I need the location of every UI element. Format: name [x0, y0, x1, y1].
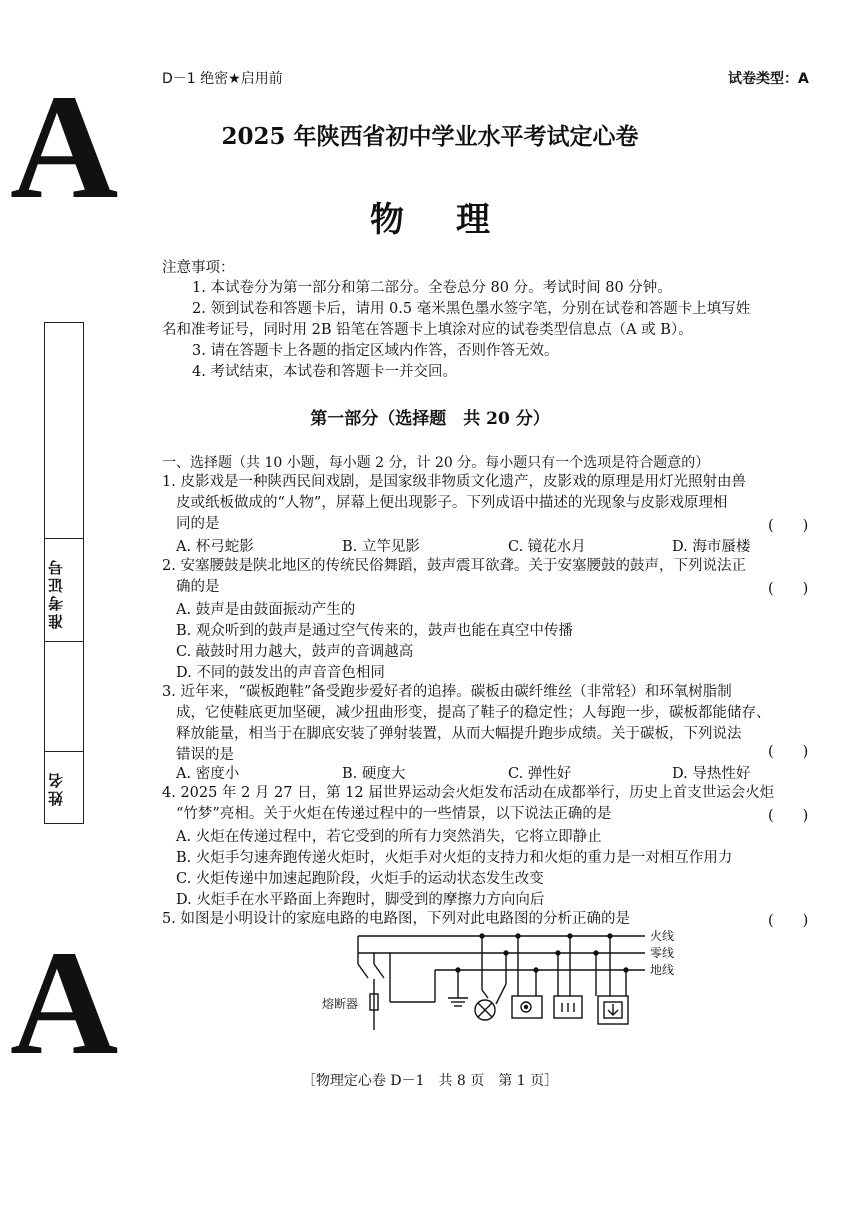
question-2-line: 确的是	[176, 579, 220, 595]
option: B. 火炬手匀速奔跑传递火炬时，火炬手对火炬的支持力和火炬的重力是一对相互作用力	[176, 850, 733, 866]
option: A. 鼓声是由鼓面振动产生的	[176, 602, 356, 618]
note-item: 1. 本试卷分为第一部分和第二部分。全卷总分 80 分。考试时间 80 分钟。	[192, 280, 672, 296]
option: B. 硬度大	[342, 766, 406, 782]
exam-title: 2025 年陕西省初中学业水平考试定心卷	[221, 123, 639, 150]
answer-bracket: ( )	[768, 808, 809, 824]
option: D. 不同的鼓发出的声音音色相同	[176, 665, 385, 681]
question-1-line: 皮或纸板做成的“人物”，屏幕上便出现影子。下列成语中描述的光现象与皮影戏原理相	[176, 495, 728, 511]
option: C. 镜花水月	[508, 539, 586, 555]
option: B. 观众听到的鼓声是通过空气传来的，鼓声也能在真空中传播	[176, 623, 573, 639]
answer-bracket: ( )	[768, 913, 809, 929]
option: C. 弹性好	[508, 766, 572, 782]
subject-title: 物理	[370, 200, 542, 240]
box-divider	[45, 751, 83, 752]
option: C. 敲鼓时用力越大，鼓声的音调越高	[176, 644, 414, 660]
option: D. 火炬手在水平路面上奔跑时，脚受到的摩擦力方向向后	[176, 892, 545, 908]
question-4-line: 4. 2025 年 2 月 27 日，第 12 届世界运动会火炬发布活动在成都举行，历史上首支世运会火炬	[162, 785, 775, 801]
page-footer: ［物理定心卷 D－1 共 8 页 第 1 页］	[301, 1073, 559, 1089]
question-3-line: 释放能量，相当于在脚底安装了弹射装置，从而大幅提升跑步成绩。关于碳板，下列说法	[176, 726, 742, 742]
note-item: 2. 领到试卷和答题卡后，请用 0.5 毫米黑色墨水签字笔，分别在试卷和答题卡上填写姓	[192, 301, 751, 317]
household-circuit-diagram	[300, 924, 720, 1046]
fuse-label: 熔断器	[322, 997, 359, 1011]
candidate-info-box	[44, 322, 84, 824]
ground-wire-label: 地线	[650, 963, 675, 977]
note-item: 3. 请在答题卡上各题的指定区域内作答，否则作答无效。	[192, 343, 559, 359]
option: A. 密度小	[176, 766, 240, 782]
question-5-line: 5. 如图是小明设计的家庭电路的电路图，下列对此电路图的分析正确的是	[162, 911, 630, 927]
option: A. 杯弓蛇影	[176, 539, 254, 555]
neutral-wire-label: 零线	[650, 946, 675, 960]
question-2-line: 2. 安塞腰鼓是陕北地区的传统民俗舞蹈，鼓声震耳欲聋。关于安塞腰鼓的鼓声，下列说法正	[162, 558, 746, 574]
answer-bracket: ( )	[768, 744, 809, 760]
paper-type-label: 试卷类型：A	[728, 71, 809, 87]
live-wire-label: 火线	[650, 929, 675, 943]
section-intro: 一、选择题（共 10 小题，每小题 2 分，计 20 分。每小题只有一个选项是符合题意的）	[162, 455, 710, 471]
question-1-line: 同的是	[176, 516, 220, 532]
paper-type-letter-bottom: A	[10, 920, 119, 1086]
option: C. 火炬传递中加速起跑阶段，火炬手的运动状态发生改变	[176, 871, 544, 887]
option: B. 立竿见影	[342, 539, 420, 555]
question-4-line: “竹梦”亮相。关于火炬在传递过程中的一些情景，以下说法正确的是	[176, 806, 612, 822]
confidential-label: D－1 绝密★启用前	[162, 71, 283, 87]
question-1-line: 1. 皮影戏是一种陕西民间戏剧，是国家级非物质文化遗产，皮影戏的原理是用灯光照射由兽	[162, 474, 746, 490]
note-item: 名和准考证号，同时用 2B 铅笔在答题卡上填涂对应的试卷类型信息点（A 或 B）。	[162, 322, 693, 338]
name-label: 姓名	[47, 770, 65, 806]
main-switch	[358, 964, 368, 978]
question-3-line: 成，它使鞋底更加坚硬，减少扭曲形变，提高了鞋子的稳定性；人每跑一步，碳板都能储存、	[176, 705, 771, 721]
answer-bracket: ( )	[768, 518, 809, 534]
answer-bracket: ( )	[768, 581, 809, 597]
question-3-line: 错误的是	[176, 747, 234, 763]
note-item: 4. 考试结束，本试卷和答题卡一并交回。	[192, 364, 457, 380]
option: D. 导热性好	[672, 766, 751, 782]
exam-number-label: 准考证号	[47, 557, 65, 629]
question-3-line: 3. 近年来，“碳板跑鞋”备受跑步爱好者的追捧。碳板由碳纤维丝（非常轻）和环氧树脂制	[162, 684, 732, 700]
option: D. 海市蜃楼	[672, 539, 751, 555]
notes-heading: 注意事项：	[162, 260, 235, 276]
option: A. 火炬在传递过程中，若它受到的所有力突然消失，它将立即静止	[176, 829, 602, 845]
box-divider	[45, 641, 83, 642]
part1-title: 第一部分（选择题 共 20 分）	[310, 409, 550, 429]
paper-type-letter-top: A	[10, 64, 119, 230]
box-divider	[45, 538, 83, 539]
